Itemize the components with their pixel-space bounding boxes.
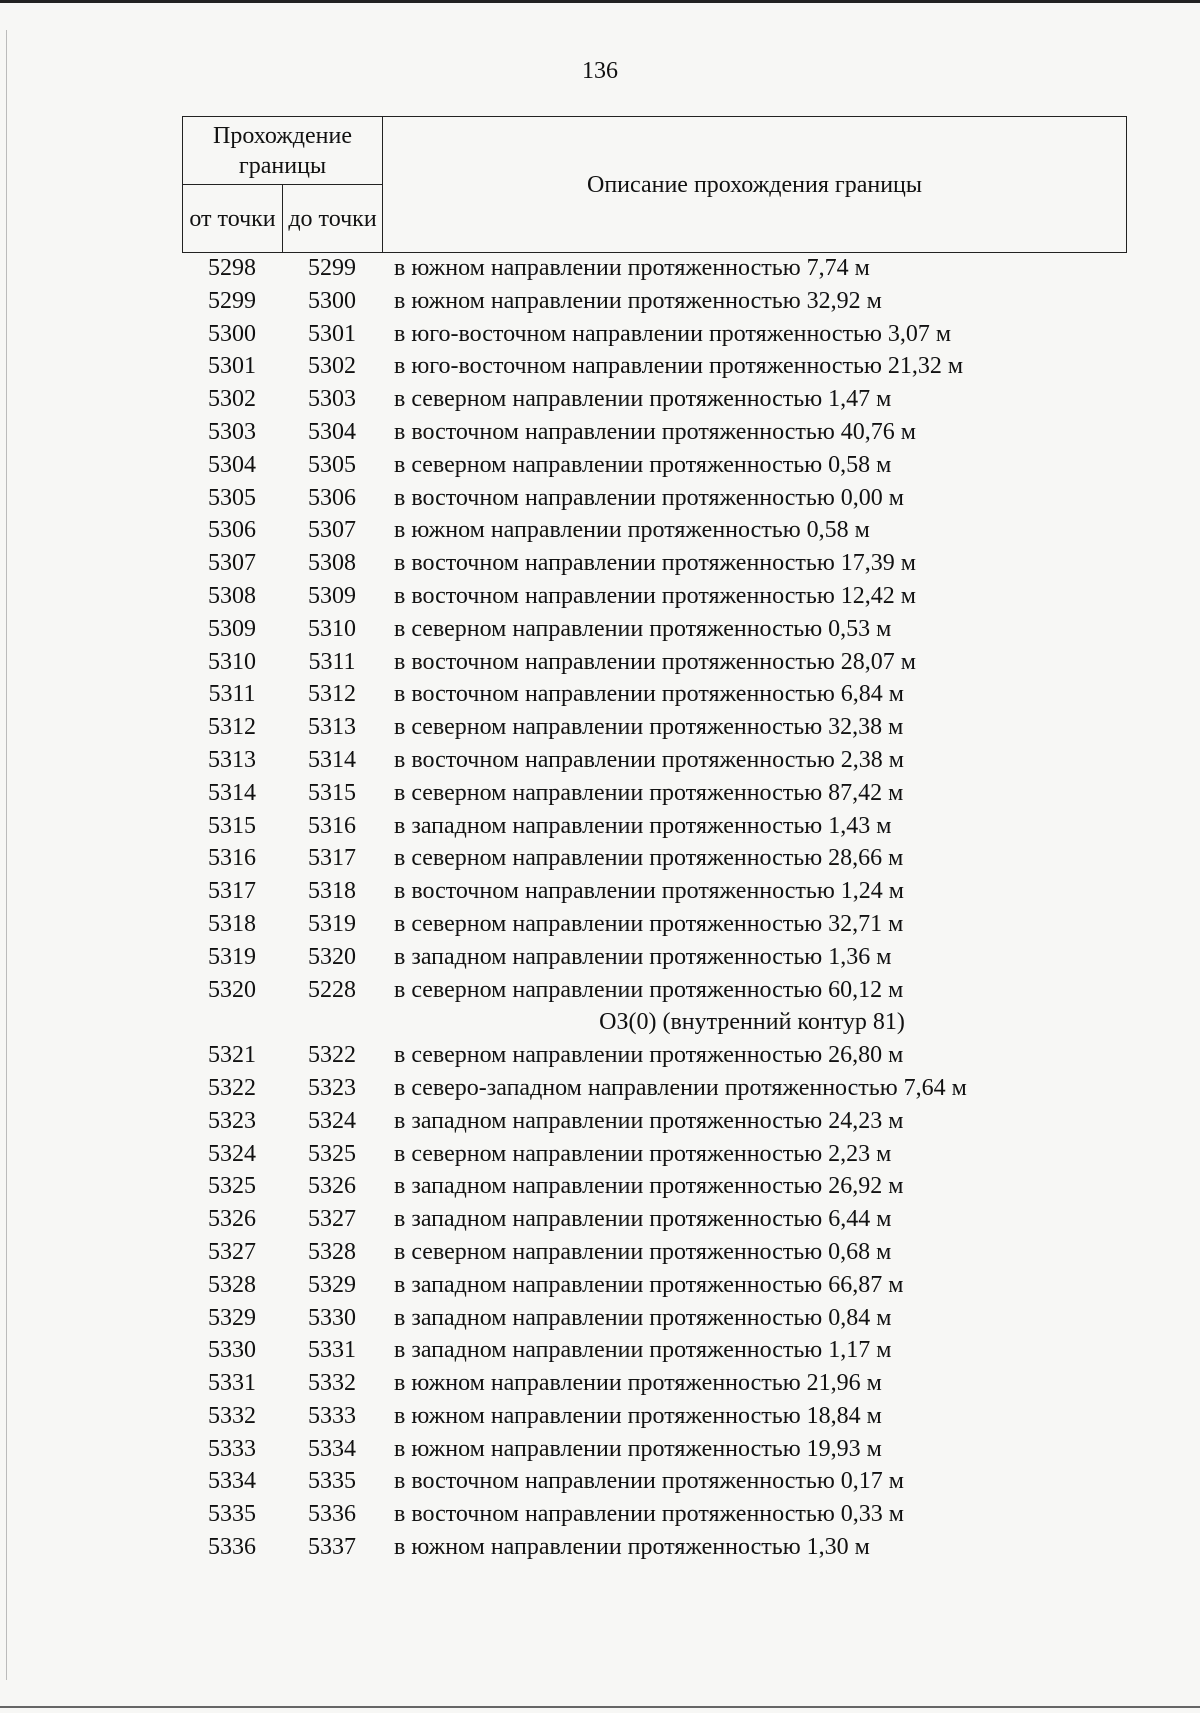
table-header	[182, 116, 1127, 253]
table-row	[182, 711, 1162, 744]
table-row	[182, 678, 1162, 711]
to-point-cell: 5337	[308, 1534, 356, 1561]
from-point-cell: 5320	[208, 976, 256, 1003]
description-cell: в северо-западном направлении протяженностью 7,64 м	[394, 1074, 967, 1101]
description-cell: в восточном направлении протяженностью 17,39 м	[394, 550, 916, 577]
header-description-cell: Описание прохождения границы	[383, 117, 1127, 253]
header-from-cell: от точки	[183, 185, 283, 253]
from-point-cell: 5301	[208, 353, 256, 380]
to-point-cell: 5314	[308, 746, 356, 773]
description-cell: в восточном направлении протяженностью 0,17 м	[394, 1468, 904, 1495]
to-point-cell: 5306	[308, 484, 356, 511]
from-point-cell: 5332	[208, 1402, 256, 1429]
from-point-cell: 5328	[208, 1271, 256, 1298]
to-point-cell: 5313	[308, 714, 356, 741]
to-point-cell: 5303	[308, 386, 356, 413]
from-point-cell: 5314	[208, 779, 256, 806]
table-row	[182, 777, 1162, 810]
from-point-cell: 5315	[208, 812, 256, 839]
table-row	[182, 1138, 1162, 1171]
description-cell: в западном направлении протяженностью 66,87 м	[394, 1271, 904, 1298]
table-row	[182, 449, 1162, 482]
from-point-cell: 5305	[208, 484, 256, 511]
description-cell: в юго-восточном направлении протяженностью 21,32 м	[394, 353, 964, 380]
table-row	[182, 1039, 1162, 1072]
to-point-cell: 5316	[308, 812, 356, 839]
table-row	[182, 1400, 1162, 1433]
description-cell: в западном направлении протяженностью 0,84 м	[394, 1304, 892, 1331]
table-row	[182, 908, 1162, 941]
description-cell: в восточном направлении протяженностью 12,42 м	[394, 582, 916, 609]
description-cell: в восточном направлении протяженностью 6,84 м	[394, 681, 904, 708]
table-row	[182, 482, 1162, 515]
table-row	[182, 1498, 1162, 1531]
description-cell: в западном направлении протяженностью 1,17 м	[394, 1337, 892, 1364]
description-cell: в северном направлении протяженностью 26,80 м	[394, 1042, 904, 1069]
description-cell: в северном направлении протяженностью 0,58 м	[394, 451, 892, 478]
description-cell: в северном направлении протяженностью 0,68 м	[394, 1238, 892, 1265]
to-point-cell: 5319	[308, 910, 356, 937]
to-point-cell: 5335	[308, 1468, 356, 1495]
table-row	[182, 1105, 1162, 1138]
from-point-cell: 5325	[208, 1173, 256, 1200]
from-point-cell: 5307	[208, 550, 256, 577]
table-row	[182, 1072, 1162, 1105]
to-point-cell: 5304	[308, 418, 356, 445]
description-cell: в южном направлении протяженностью 1,30 м	[394, 1534, 870, 1561]
table-row	[182, 580, 1162, 613]
header-to-cell: до точки	[283, 185, 383, 253]
from-point-cell: 5303	[208, 418, 256, 445]
description-cell: в восточном направлении протяженностью 1,24 м	[394, 878, 904, 905]
from-point-cell: 5306	[208, 517, 256, 544]
table-row	[182, 810, 1162, 843]
to-point-cell: 5299	[308, 255, 356, 281]
description-cell: в южном направлении протяженностью 18,84 м	[394, 1402, 882, 1429]
to-point-cell: 5311	[308, 648, 356, 675]
description-cell: в восточном направлении протяженностью 40,76 м	[394, 418, 916, 445]
from-point-cell: 5327	[208, 1238, 256, 1265]
bottom-scan-border	[0, 1706, 1200, 1708]
description-cell: в южном направлении протяженностью 7,74 м	[394, 255, 870, 281]
from-point-cell: 5326	[208, 1206, 256, 1233]
description-cell: в северном направлении протяженностью 60,12 м	[394, 976, 904, 1003]
to-point-cell: 5330	[308, 1304, 356, 1331]
from-point-cell: 5304	[208, 451, 256, 478]
to-point-cell: 5300	[308, 287, 356, 314]
table-row	[182, 252, 1162, 285]
table-row	[182, 941, 1162, 974]
description-cell: в западном направлении протяженностью 6,44 м	[394, 1206, 892, 1233]
description-cell: в восточном направлении протяженностью 2,38 м	[394, 746, 904, 773]
description-cell: в южном направлении протяженностью 0,58 м	[394, 517, 870, 544]
description-cell: в восточном направлении протяженностью 0,00 м	[394, 484, 904, 511]
page-number: 136	[582, 58, 618, 84]
description-cell: в северном направлении протяженностью 1,47 м	[394, 386, 892, 413]
to-point-cell: 5324	[308, 1107, 356, 1134]
table-row	[182, 1367, 1162, 1400]
from-point-cell: 5331	[208, 1370, 256, 1397]
from-point-cell: 5312	[208, 714, 256, 741]
description-cell: в южном направлении протяженностью 19,93 м	[394, 1435, 882, 1462]
to-point-cell: 5302	[308, 353, 356, 380]
top-scan-border	[0, 0, 1200, 3]
from-point-cell: 5324	[208, 1140, 256, 1167]
from-point-cell: 5335	[208, 1501, 256, 1528]
from-point-cell: 5300	[208, 320, 256, 347]
table-row	[182, 646, 1162, 679]
to-point-cell: 5334	[308, 1435, 356, 1462]
description-cell: в северном направлении протяженностью 32,71 м	[394, 910, 904, 937]
table-row	[182, 383, 1162, 416]
description-cell: в северном направлении протяженностью 2,23 м	[394, 1140, 892, 1167]
to-point-cell: 5336	[308, 1501, 356, 1528]
table-row	[182, 1269, 1162, 1302]
to-point-cell: 5325	[308, 1140, 356, 1167]
description-cell: в восточном направлении протяженностью 28,07 м	[394, 648, 916, 675]
table-row	[182, 514, 1162, 547]
to-point-cell: 5322	[308, 1042, 356, 1069]
to-point-cell: 5317	[308, 845, 356, 872]
from-point-cell: 5322	[208, 1074, 256, 1101]
description-cell: в южном направлении протяженностью 32,92 м	[394, 287, 882, 314]
table-row	[182, 416, 1162, 449]
table-row	[182, 1531, 1162, 1564]
to-point-cell: 5318	[308, 878, 356, 905]
table-row	[182, 285, 1162, 318]
from-point-cell: 5313	[208, 746, 256, 773]
description-cell: в западном направлении протяженностью 1,43 м	[394, 812, 892, 839]
to-point-cell: 5331	[308, 1337, 356, 1364]
from-point-cell: 5319	[208, 943, 256, 970]
from-point-cell: 5329	[208, 1304, 256, 1331]
description-cell: в северном направлении протяженностью 28,66 м	[394, 845, 904, 872]
left-scan-line	[6, 30, 7, 1680]
description-cell: в северном направлении протяженностью 87,42 м	[394, 779, 904, 806]
from-point-cell: 5309	[208, 615, 256, 642]
section-heading-row	[182, 1006, 1162, 1039]
from-point-cell: 5311	[208, 681, 256, 708]
to-point-cell: 5328	[308, 1238, 356, 1265]
to-point-cell: 5301	[308, 320, 356, 347]
to-point-cell: 5323	[308, 1074, 356, 1101]
from-point-cell: 5318	[208, 910, 256, 937]
table-body	[182, 252, 1162, 1564]
description-cell: в юго-восточном направлении протяженностью 3,07 м	[394, 320, 952, 347]
from-point-cell: 5298	[208, 255, 256, 281]
from-point-cell: 5336	[208, 1534, 256, 1561]
table-row	[182, 613, 1162, 646]
to-point-cell: 5228	[308, 976, 356, 1003]
to-point-cell: 5320	[308, 943, 356, 970]
table-row	[182, 318, 1162, 351]
table-row	[182, 1465, 1162, 1498]
header-group-cell: Прохождение границы	[183, 117, 383, 185]
description-cell: в северном направлении протяженностью 32,38 м	[394, 714, 904, 741]
to-point-cell: 5309	[308, 582, 356, 609]
description-cell: в северном направлении протяженностью 0,53 м	[394, 615, 892, 642]
from-point-cell: 5310	[208, 648, 256, 675]
from-point-cell: 5308	[208, 582, 256, 609]
description-cell: в восточном направлении протяженностью 0,33 м	[394, 1501, 904, 1528]
description-cell: в южном направлении протяженностью 21,96 м	[394, 1370, 882, 1397]
from-point-cell: 5333	[208, 1435, 256, 1462]
to-point-cell: 5307	[308, 517, 356, 544]
from-point-cell: 5316	[208, 845, 256, 872]
from-point-cell: 5302	[208, 386, 256, 413]
to-point-cell: 5308	[308, 550, 356, 577]
table-row	[182, 547, 1162, 580]
to-point-cell: 5329	[308, 1271, 356, 1298]
description-cell: в западном направлении протяженностью 26,92 м	[394, 1173, 904, 1200]
section-title: ОЗ(0) (внутренний контур 81)	[599, 1009, 905, 1036]
table-row	[182, 1302, 1162, 1335]
to-point-cell: 5327	[308, 1206, 356, 1233]
from-point-cell: 5323	[208, 1107, 256, 1134]
table-row	[182, 1236, 1162, 1269]
table-row	[182, 842, 1162, 875]
to-point-cell: 5305	[308, 451, 356, 478]
from-point-cell: 5321	[208, 1042, 256, 1069]
from-point-cell: 5334	[208, 1468, 256, 1495]
to-point-cell: 5326	[308, 1173, 356, 1200]
table-row	[182, 1170, 1162, 1203]
from-point-cell: 5330	[208, 1337, 256, 1364]
table-row	[182, 1334, 1162, 1367]
to-point-cell: 5312	[308, 681, 356, 708]
to-point-cell: 5310	[308, 615, 356, 642]
to-point-cell: 5333	[308, 1402, 356, 1429]
table-row	[182, 350, 1162, 383]
to-point-cell: 5315	[308, 779, 356, 806]
description-cell: в западном направлении протяженностью 24,23 м	[394, 1107, 904, 1134]
description-cell: в западном направлении протяженностью 1,36 м	[394, 943, 892, 970]
table-row	[182, 875, 1162, 908]
table-row	[182, 974, 1162, 1007]
table-row	[182, 744, 1162, 777]
table-row	[182, 1433, 1162, 1466]
to-point-cell: 5332	[308, 1370, 356, 1397]
from-point-cell: 5299	[208, 287, 256, 314]
from-point-cell: 5317	[208, 878, 256, 905]
table-row	[182, 1203, 1162, 1236]
